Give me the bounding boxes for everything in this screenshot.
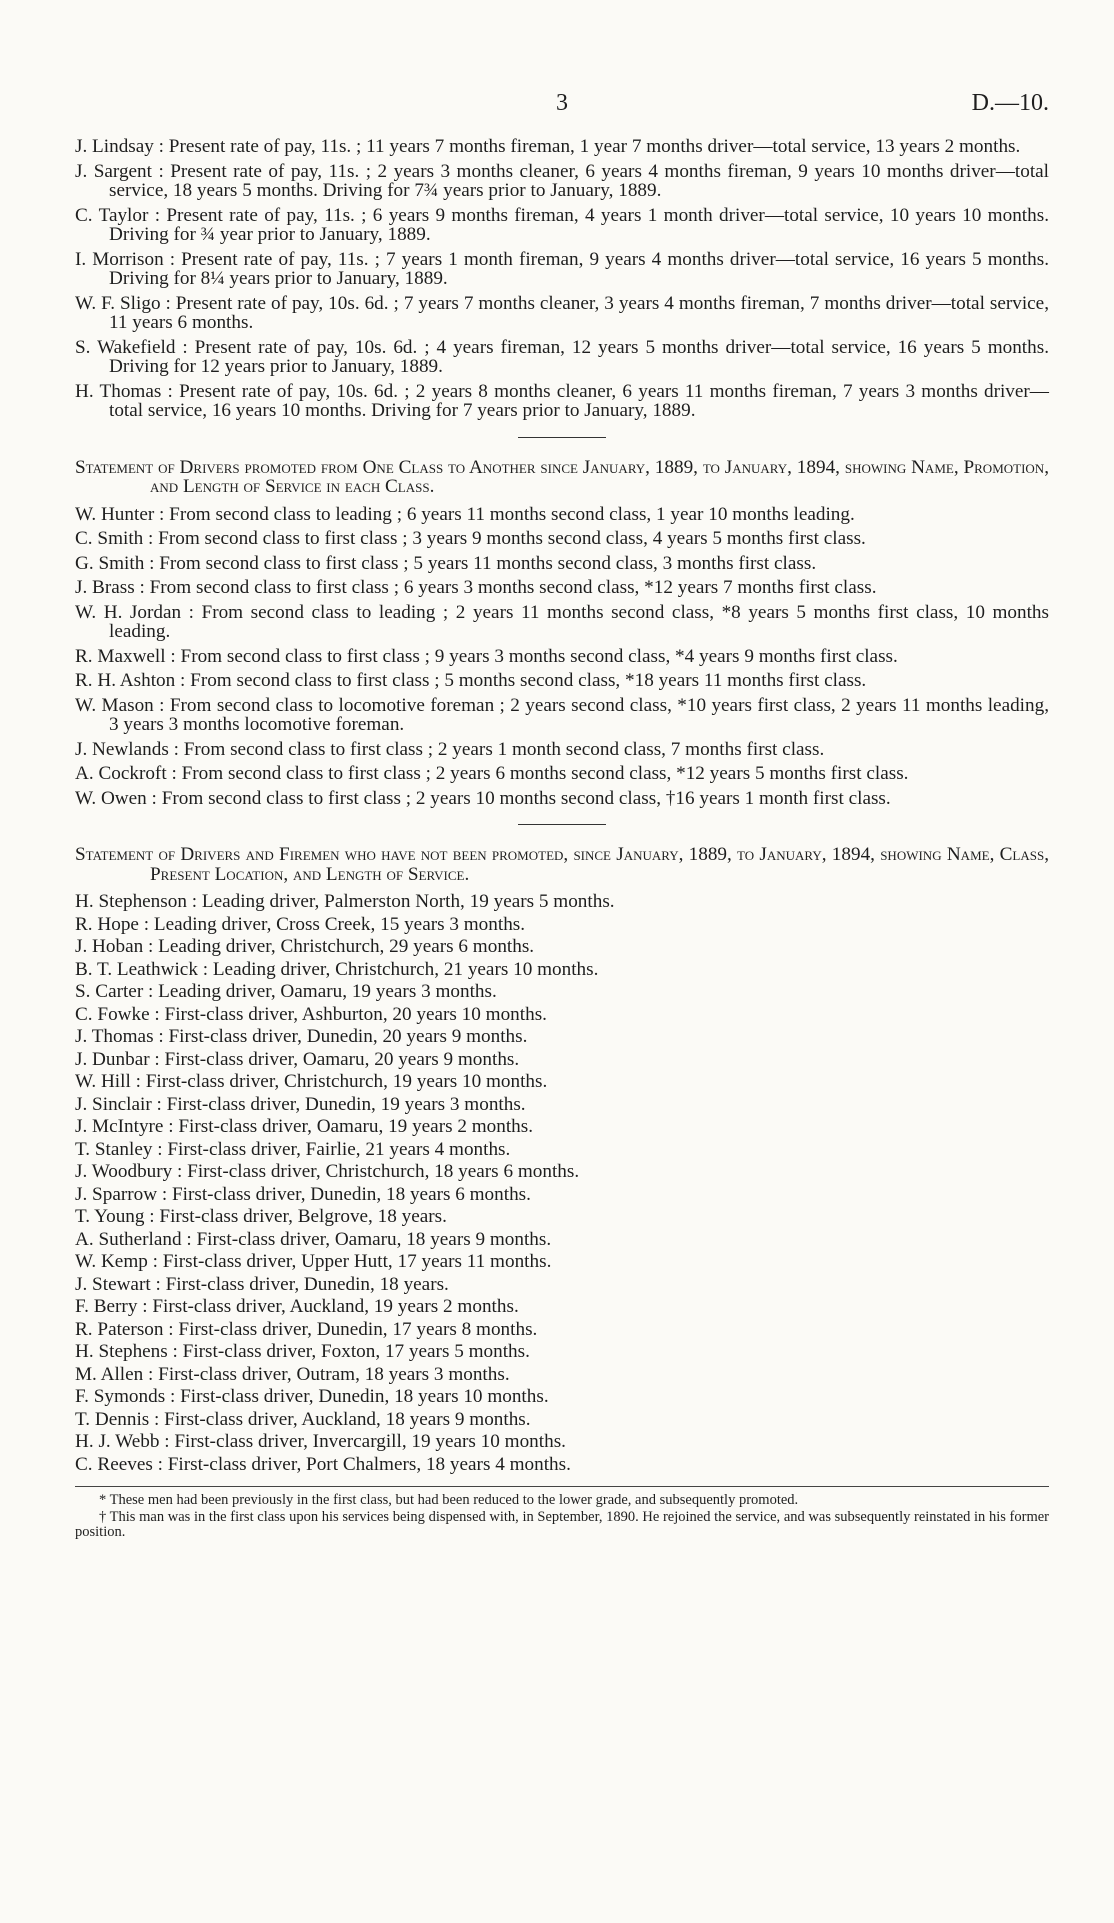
service-record: J. Sargent : Present rate of pay, 11s. ; 2 years 3 months cleaner, 6 years 4 months fireman, 9 years 10 months driver—total service, 18 years 5 months. Driving for 7¾ years prior to January, 1889. <box>75 160 1049 201</box>
not-promoted-section-heading: Statement of Drivers and Firemen who have not been promoted, since January, 1889, to January, 1894, showing Name, Class, Present Location, and Length of Service. <box>75 844 1049 885</box>
staff-entry: C. Reeves : First-class driver, Port Chalmers, 18 years 4 months. <box>75 1453 571 1475</box>
service-record: J. Lindsay : Present rate of pay, 11s. ; 11 years 7 months fireman, 1 year 7 months driver—total service, 13 years 2 months. <box>75 136 1021 157</box>
service-record: S. Wakefield : Present rate of pay, 10s. 6d. ; 4 years fireman, 12 years 5 months driver—total service, 16 years 5 months. Driving for 12 years prior to January, 1889. <box>75 336 1049 377</box>
footnotes <box>75 1493 1049 1541</box>
staff-entry: R. Hope : Leading driver, Cross Creek, 15 years 3 months. <box>75 913 526 935</box>
staff-entry: F. Symonds : First-class driver, Dunedin, 18 years 10 months. <box>75 1386 549 1407</box>
promotion-entry: R. H. Ashton : From second class to first class ; 5 months second class, *18 years 11 months first class. <box>75 670 867 691</box>
promotion-entry: G. Smith : From second class to first class ; 5 years 11 months second class, 3 months first class. <box>75 552 817 574</box>
promotion-entry: A. Cockroft : From second class to first class ; 2 years 6 months second class, *12 years 5 months first class. <box>75 763 909 784</box>
promoted-list <box>75 505 1049 809</box>
staff-entry: W. Hill : First-class driver, Christchurch, 19 years 10 months. <box>75 1071 548 1092</box>
section-divider <box>518 437 606 438</box>
staff-entry: J. McIntyre : First-class driver, Oamaru, 19 years 2 months. <box>75 1116 534 1137</box>
staff-entry: R. Paterson : First-class driver, Dunedin, 17 years 8 months. <box>75 1318 538 1340</box>
not-promoted-list <box>75 892 1049 1474</box>
footnote-dagger: † This man was in the first class upon his services being dispensed with, in September, 1890. He rejoined the service, and was subsequently reinstated in his former position. <box>75 1508 1049 1540</box>
staff-entry: F. Berry : First-class driver, Auckland, 19 years 2 months. <box>75 1296 519 1317</box>
staff-entry: W. Kemp : First-class driver, Upper Hutt, 17 years 11 months. <box>75 1251 552 1272</box>
service-record: I. Morrison : Present rate of pay, 11s. ; 7 years 1 month fireman, 9 years 4 months driver—total service, 16 years 5 months. Driving for 8¼ years prior to January, 1889. <box>75 248 1049 289</box>
section-divider <box>518 824 606 825</box>
staff-entry: M. Allen : First-class driver, Outram, 18 years 3 months. <box>75 1363 510 1385</box>
promotion-entry: C. Smith : From second class to first class ; 3 years 9 months second class, 4 years 5 months first class. <box>75 528 866 549</box>
promotion-entry: W. Mason : From second class to locomotive foreman ; 2 years second class, *10 years first class, 2 years 11 months leading, 3 years 3 months locomotive foreman. <box>75 694 1049 735</box>
service-record: C. Taylor : Present rate of pay, 11s. ; 6 years 9 months fireman, 4 years 1 month driver—total service, 10 years 10 months. Driving for ¾ year prior to January, 1889. <box>75 204 1049 245</box>
staff-entry: T. Young : First-class driver, Belgrove, 18 years. <box>75 1206 447 1227</box>
staff-entry: H. Stephens : First-class driver, Foxton, 17 years 5 months. <box>75 1341 530 1362</box>
staff-entry: H. J. Webb : First-class driver, Invercargill, 19 years 10 months. <box>75 1431 566 1452</box>
promotion-entry: J. Brass : From second class to first class ; 6 years 3 months second class, *12 years 7 months first class. <box>75 577 877 598</box>
page-body <box>75 137 1049 1542</box>
promoted-section-heading: Statement of Drivers promoted from One Class to Another since January, 1889, to January, 1894, showing Name, Promotion, and Length of Service in each Class. <box>75 456 1049 497</box>
promotion-entry: R. Maxwell : From second class to first class ; 9 years 3 months second class, *4 years 9 months first class. <box>75 645 898 667</box>
promotion-entry: W. Hunter : From second class to leading ; 6 years 11 months second class, 1 year 10 months leading. <box>75 503 855 525</box>
staff-entry: J. Hoban : Leading driver, Christchurch, 29 years 6 months. <box>75 936 535 957</box>
staff-entry: A. Sutherland : First-class driver, Oamaru, 18 years 9 months. <box>75 1228 552 1250</box>
staff-entry: S. Carter : Leading driver, Oamaru, 19 years 3 months. <box>75 981 497 1002</box>
staff-entry: B. T. Leathwick : Leading driver, Christchurch, 21 years 10 months. <box>75 958 599 980</box>
service-records-list <box>75 137 1049 421</box>
staff-entry: J. Sparrow : First-class driver, Dunedin, 18 years 6 months. <box>75 1183 531 1205</box>
staff-entry: J. Stewart : First-class driver, Dunedin, 18 years. <box>75 1273 449 1295</box>
footnote-asterisk: * These men had been previously in the first class, but had been reduced to the lower grade, and subsequently promoted. <box>99 1492 799 1508</box>
promotion-entry: W. H. Jordan : From second class to leading ; 2 years 11 months second class, *8 years 5 months first class, 10 months leading. <box>75 601 1049 642</box>
service-record: H. Thomas : Present rate of pay, 10s. 6d. ; 2 years 8 months cleaner, 6 years 11 months fireman, 7 years 3 months driver—total service, 16 years 10 months. Driving for 7 years prior to January, 1889. <box>75 380 1049 421</box>
promotion-entry: J. Newlands : From second class to first class ; 2 years 1 month second class, 7 months first class. <box>75 738 825 760</box>
footnote-divider <box>75 1486 1049 1487</box>
service-record: W. F. Sligo : Present rate of pay, 10s. 6d. ; 7 years 7 months cleaner, 3 years 4 months fireman, 7 months driver—total service, 11 years 6 months. <box>75 292 1049 333</box>
staff-entry: J. Dunbar : First-class driver, Oamaru, 20 years 9 months. <box>75 1048 520 1070</box>
promotion-entry: W. Owen : From second class to first class ; 2 years 10 months second class, †16 years 1 month first class. <box>75 787 891 809</box>
staff-entry: H. Stephenson : Leading driver, Palmerston North, 19 years 5 months. <box>75 891 615 912</box>
staff-entry: T. Dennis : First-class driver, Auckland, 18 years 9 months. <box>75 1408 531 1430</box>
page-number: 3 <box>556 90 568 116</box>
staff-entry: C. Fowke : First-class driver, Ashburton, 20 years 10 months. <box>75 1003 547 1025</box>
staff-entry: J. Woodbury : First-class driver, Christchurch, 18 years 6 months. <box>75 1161 580 1182</box>
document-reference: D.—10. <box>971 90 1049 116</box>
staff-entry: T. Stanley : First-class driver, Fairlie, 21 years 4 months. <box>75 1138 511 1160</box>
staff-entry: J. Sinclair : First-class driver, Dunedin, 19 years 3 months. <box>75 1093 526 1115</box>
staff-entry: J. Thomas : First-class driver, Dunedin, 20 years 9 months. <box>75 1026 528 1047</box>
page-header <box>75 90 1049 120</box>
